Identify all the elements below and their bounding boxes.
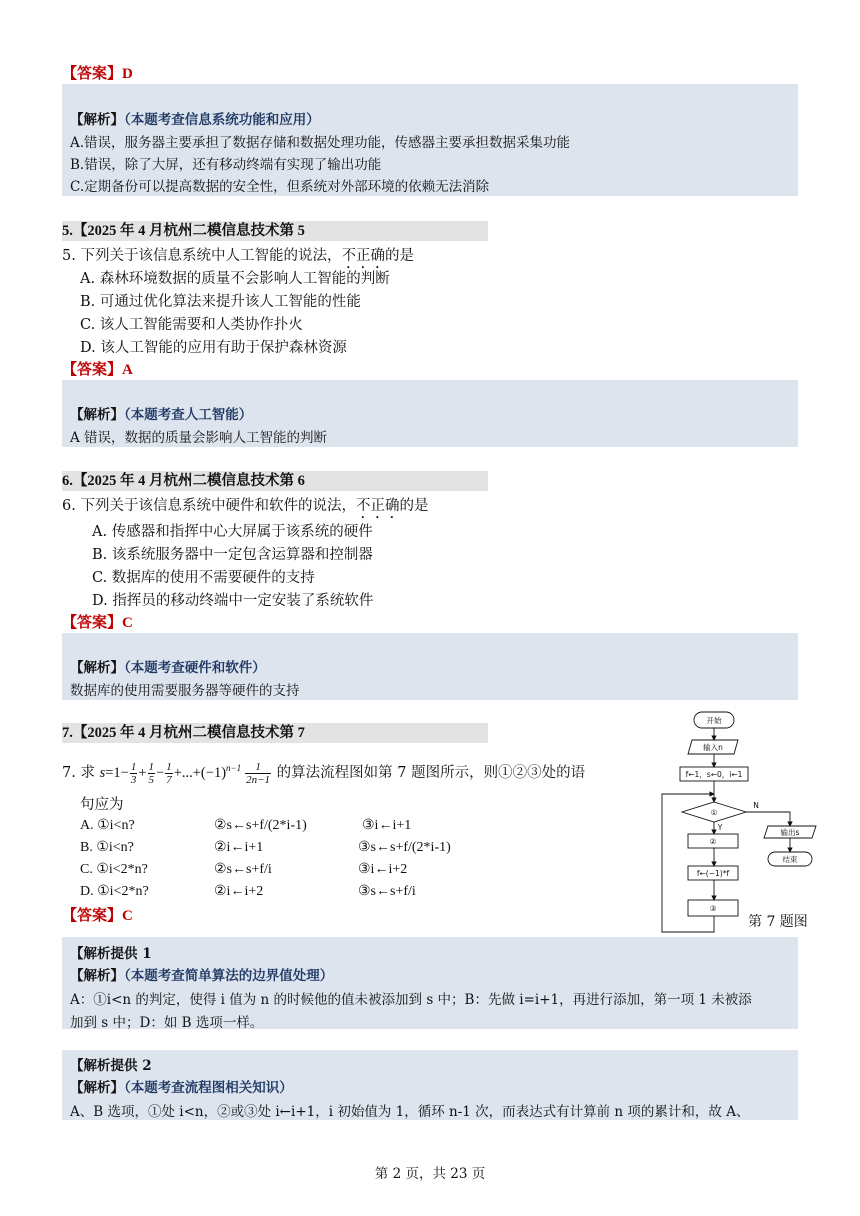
q5-analysis-line: A 错误，数据的质量会影响人工智能的判断 — [70, 430, 328, 446]
q7-hint1-topic: （本题考查简单算法的边界值处理） — [124, 968, 334, 984]
flow-yes-label: Y — [717, 823, 723, 832]
q6-stem: 6. 下列关于该信息系统中硬件和软件的说法，不正确的是 — [62, 498, 429, 514]
q5-stem: 5. 下列关于该信息系统中人工智能的说法，不正确的是 — [62, 248, 414, 264]
q6-option-c: C. 数据库的使用不需要硬件的支持 — [92, 570, 315, 586]
q5-emphasis: 不正确 — [341, 248, 385, 264]
q5-answer: 【答案】A — [62, 362, 133, 378]
flow-box3-label: ③ — [709, 904, 717, 913]
q7-formula: s=1− $\frac{1}{3}$ + $\frac{1}{5}$ − $\frac{1}{7}$ $+...+(-1)^{n-1}$ $\frac{1}{2n-1}$ — [99, 761, 271, 786]
q7-stem-line2: 句应为 — [80, 797, 124, 813]
q4-analysis-title: （本题考查信息系统功能和应用） — [124, 112, 320, 128]
q7-hint2-label: 【解析】 — [70, 1080, 124, 1096]
q5-option-a: A. 森林环境数据的质量不会影响人工智能的判断 — [80, 271, 390, 287]
flow-cond-label: ① — [710, 808, 718, 817]
flow-start-label: 开始 — [706, 716, 722, 725]
q4-analysis-line-a: A.错误，服务器主要承担了数据存储和数据处理功能，传感器主要承担数据采集功能 — [70, 135, 571, 151]
q5-header: 5.【2025 年 4 月杭州二模信息技术第 5 — [62, 221, 488, 241]
q7-hint1-label: 【解析】 — [70, 968, 124, 984]
flow-end-label: 结束 — [782, 855, 798, 864]
flow-no-label: N — [753, 801, 759, 810]
q7-hint1-box — [62, 937, 798, 1029]
q7-figure-caption: 第 7 题图 — [748, 914, 808, 930]
flow-update-label: f←(−1)*f — [696, 869, 730, 878]
q5-option-b: B. 可通过优化算法来提升该人工智能的性能 — [80, 294, 361, 310]
q6-header: 6.【2025 年 4 月杭州二模信息技术第 6 — [62, 471, 488, 491]
q6-emphasis: 不正确 — [355, 498, 400, 514]
flow-box2-label: ② — [709, 837, 717, 846]
q6-option-a: A. 传感器和指挥中心大屏属于该系统的硬件 — [92, 524, 373, 540]
q5-analysis-box — [62, 380, 798, 447]
q7-hint2-line1: A、B 选项，①处 i<n，②或③处 i←i+1，i 初始值为 1，循环 n-1 次，而表达式有计算前 n 项的累计和，故 A、 — [70, 1104, 750, 1120]
q4-analysis-line-b: B.错误，除了大屏，还有移动终端有实现了输出功能 — [70, 157, 382, 173]
q7-stem: 7. 求 s=1− $\frac{1}{3}$ + $\frac{1}{5}$ − $\frac{1}{7}$ $+...+(-1)^{n-1}$ $\frac{1}{2n-1}$ 的算法流程图如第 7 题图所示，则①②③处的语 — [62, 761, 586, 786]
q6-analysis-label: 【解析】 — [70, 660, 124, 676]
flow-output-label: 输出s — [780, 828, 800, 837]
q4-analysis-box — [62, 84, 798, 196]
q7-hint1-title: 【解析提供 1 — [70, 946, 152, 962]
flow-input-label: 输入n — [703, 743, 723, 752]
q7-answer: 【答案】C — [62, 908, 133, 924]
q4-answer: 【答案】D — [62, 66, 133, 82]
page-footer: 第 2 页，共 23 页 — [374, 1166, 486, 1182]
q7-hint2-box — [62, 1050, 798, 1120]
q4-analysis-line-c: C.定期备份可以提高数据的安全性，但系统对外部环境的依赖无法消除 — [70, 179, 490, 195]
q7-header: 7.【2025 年 4 月杭州二模信息技术第 7 — [62, 723, 488, 743]
q5-analysis-title: （本题考查人工智能） — [124, 407, 253, 423]
q6-analysis-line: 数据库的使用需要服务器等硬件的支持 — [70, 683, 300, 699]
q7-hint2-topic: （本题考查流程图相关知识） — [124, 1080, 293, 1096]
q7-hint1-line1: A：①i<n 的判定，使得 i 值为 n 的时候他的值未被添加到 s 中；B：先做 i=i+1，再进行添加，第一项 1 未被添 — [70, 992, 752, 1008]
q6-option-b: B. 该系统服务器中一定包含运算器和控制器 — [92, 547, 373, 563]
q7-hint1-line2: 加到 s 中；D：如 B 选项一样。 — [70, 1015, 264, 1031]
q6-answer: 【答案】C — [62, 615, 133, 631]
q4-analysis-label: 【解析】 — [70, 112, 124, 128]
q6-analysis-title: （本题考查硬件和软件） — [124, 660, 266, 676]
q7-flowchart — [656, 706, 826, 938]
q5-option-d: D. 该人工智能的应用有助于保护森林资源 — [80, 340, 347, 356]
q5-option-c: C. 该人工智能需要和人类协作扑火 — [80, 317, 303, 333]
q5-analysis-label: 【解析】 — [70, 407, 124, 423]
q6-analysis-box — [62, 633, 798, 700]
q7-hint2-title: 【解析提供 2 — [70, 1058, 152, 1074]
flow-init-label: f←1，s←0，i←1 — [685, 770, 743, 779]
q6-option-d: D. 指挥员的移动终端中一定安装了系统软件 — [92, 593, 374, 609]
